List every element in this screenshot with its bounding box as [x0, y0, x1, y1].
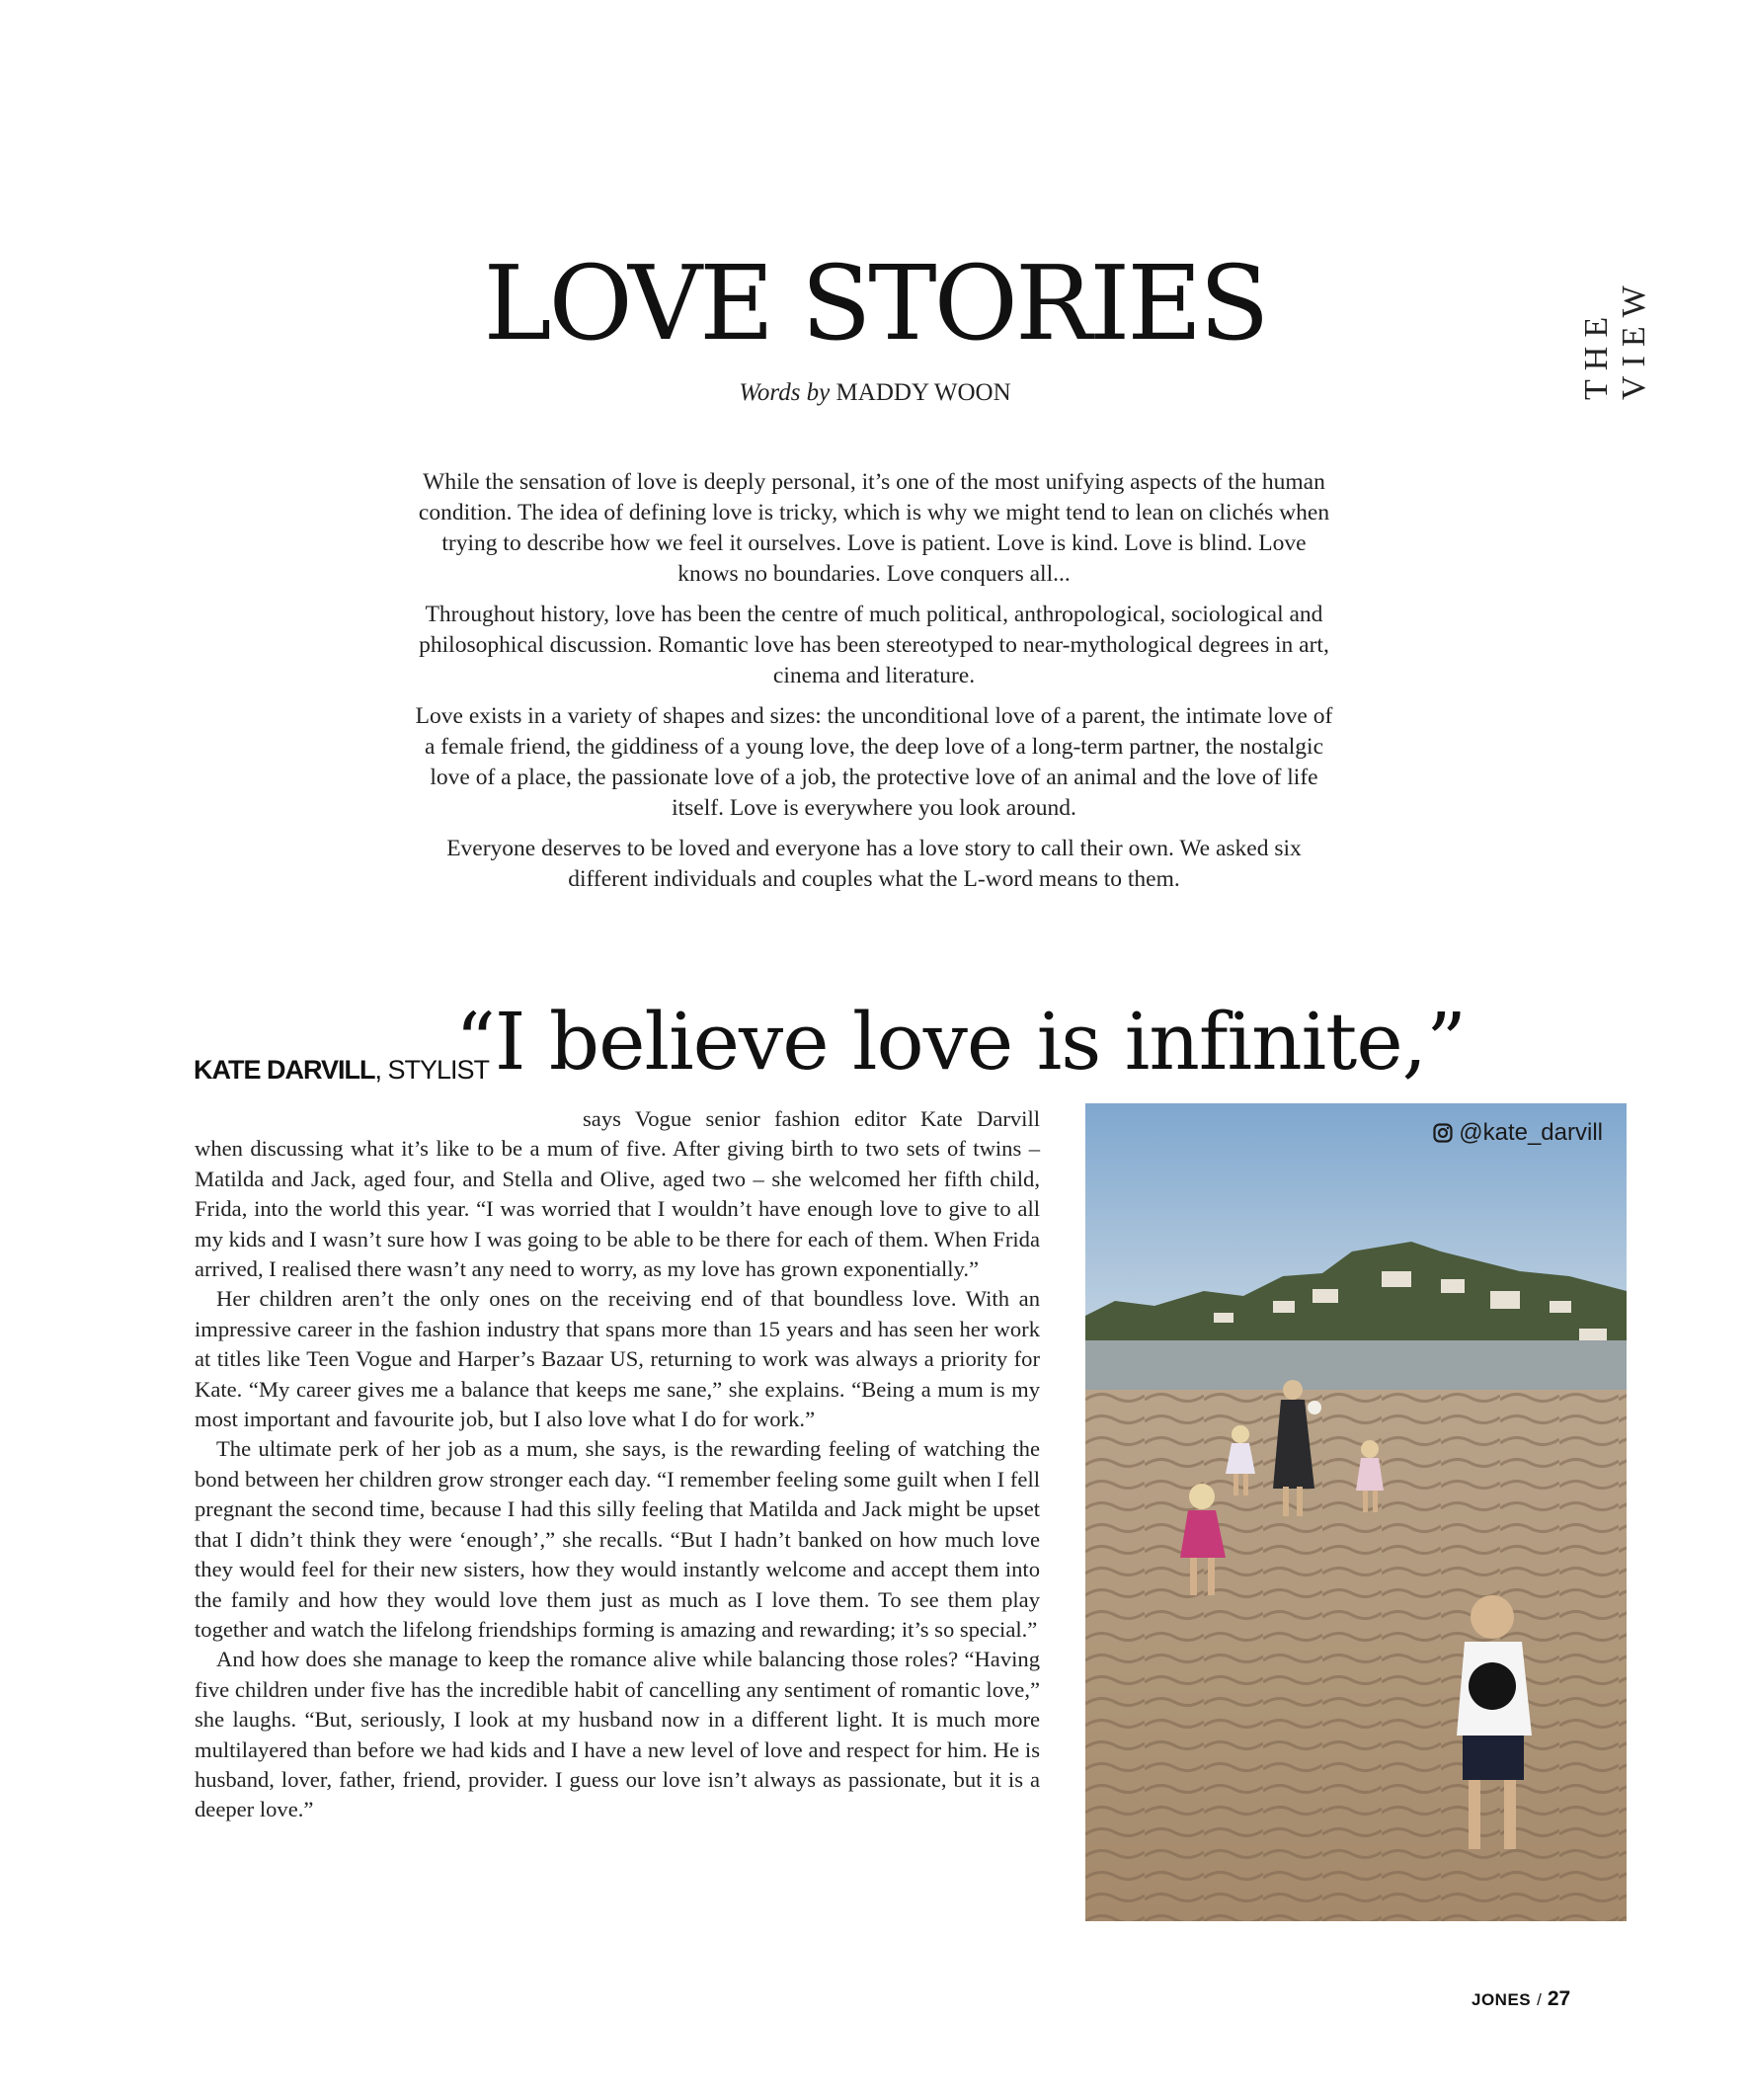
intro-paragraph: Throughout history, love has been the centre of much political, anthropological, sociological and philosophical discussion. Romantic love has been stereotyped to near-mythological degrees in art, cinema and literature. [419, 602, 1329, 688]
body-paragraph: The ultimate perk of her job as a mum, she says, is the rewarding feeling of watching the bond between her children grow stronger each day. “I remember feeling some guilt when I fell pregnant the second time, because I had this silly feeling that Matilda and Jack might be upset that I didn’t think they were ‘enough’,” she recalls. “But I hadn’t banked on how much love they would feel for their new sisters, how they would instantly welcome and accept them into the family and how they would love them just as much as I love them. To see them play together and watch the lifelong friendships forming is amazing and rewarding; it’s so special.” [195, 1436, 1040, 1642]
byline-prefix: Words by [739, 379, 831, 406]
intro-paragraph: Love exists in a variety of shapes and sizes: the unconditional love of a parent, the intimate love of a female friend, the giddiness of a young love, the deep love of a long-term partner, the nostalgic love of a place, the passionate love of a job, the protective love of an animal and the love of life itself. Love is everywhere you look around. [415, 703, 1333, 821]
byline [0, 379, 1750, 407]
profile-role: , STYLIST [374, 1055, 490, 1085]
pull-quote: “I believe love is infinite,” [455, 996, 1466, 1088]
body-paragraph: And how does she manage to keep the romance alive while balancing those roles? “Having five children under five has the incredible habit of cancelling any sentiment of romantic love,” she laughs. “But, seriously, I look at my husband now in a different light. It is much more multilayered than before we had kids and I have a new level of love and respect for him. He is husband, lover, father, friend, provider. I guess our love isn’t always as passionate, but it is a deeper love.” [195, 1647, 1040, 1822]
footer-separator: / [1537, 1990, 1542, 2009]
article-body [195, 1104, 1040, 1825]
beach-scene [1085, 1103, 1627, 1921]
byline-author: MADDY WOON [835, 379, 1011, 406]
body-paragraph: Her children aren’t the only ones on the receiving end of that boundless love. With an impressive career in the fashion industry that spans more than 15 years and has seen her work at titles like Teen Vogue and Harper’s Bazaar US, returning to work was always a priority for Kate. “My career gives me a balance that keeps me sane,” she explains. “Being a mum is my most important and favourite job, but I also love what I do for work.” [195, 1286, 1040, 1432]
profile-header [194, 996, 1576, 1111]
photo-credit-handle: @kate_darvill [1459, 1119, 1603, 1146]
photo-credit [1433, 1119, 1603, 1147]
article-title: LOVE STORIES [483, 243, 1267, 363]
instagram-icon [1433, 1123, 1453, 1143]
profile-credit [194, 1055, 489, 1086]
section-label: THE VIEW [1578, 277, 1652, 400]
profile-name: KATE DARVILL [194, 1055, 375, 1085]
magazine-name: JONES [1472, 1990, 1532, 2009]
intro [415, 467, 1333, 905]
page-footer [1472, 1987, 1570, 2011]
intro-paragraph: While the sensation of love is deeply personal, it’s one of the most unifying aspects of the human condition. The idea of defining love is tricky, which is why we might tend to lean on clichés when trying to describe how we feel it ourselves. Love is patient. Love is kind. Love is blind. Love knows no boundaries. Love conquers all... [418, 469, 1330, 587]
body-paragraph: says Vogue senior fashion editor Kate Darvill when discussing what it’s like to be a mum of five. After giving birth to two sets of twins – Matilda and Jack, aged four, and Stella and Olive, aged two – she welcomed her fifth child, Frida, into the world this year. “I was worried that I wouldn’t have enough love to give to all my kids and I wasn’t sure how I was going to be able to be there for each of them. When Frida arrived, I realised there wasn’t any need to worry, as my love has grown exponentially.” [195, 1106, 1040, 1282]
page-number: 27 [1547, 1987, 1571, 2010]
intro-paragraph: Everyone deserves to be loved and everyone has a love story to call their own. We asked six different individuals and couples what the L-word means to them. [446, 836, 1302, 892]
family-beach-photo [1085, 1103, 1627, 1921]
